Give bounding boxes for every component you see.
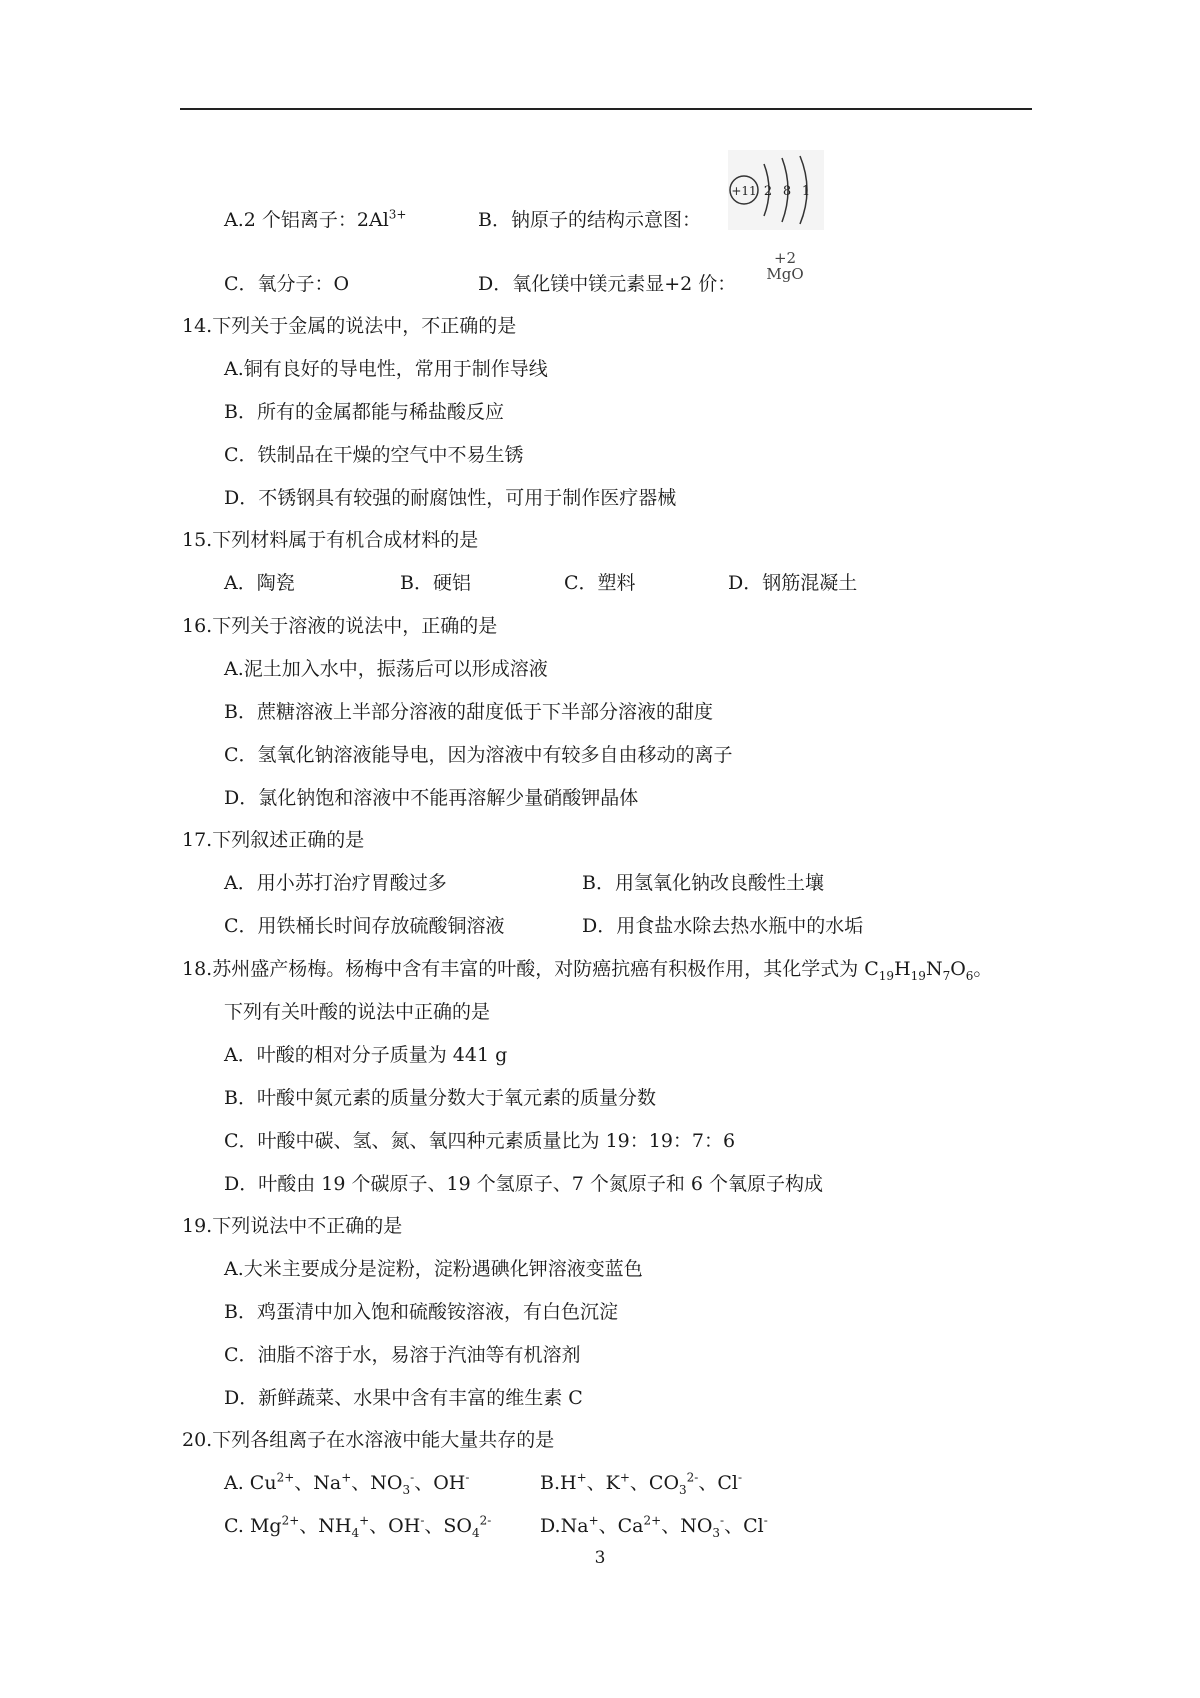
q14-stem: 14.下列关于金属的说法中，不正确的是 [182,315,517,337]
q17-option-a: A．用小苏打治疗胃酸过多 [224,872,447,894]
q20-stem: 20.下列各组离子在水溶液中能大量共存的是 [182,1429,555,1451]
mgo-valence-notation [760,250,810,282]
q16-option-a: A.泥土加入水中，振荡后可以形成溶液 [224,658,548,680]
q16-option-d: D．氯化钠饱和溶液中不能再溶解少量硝酸钾晶体 [224,787,639,809]
q14-option-c: C．铁制品在干燥的空气中不易生锈 [224,444,524,466]
q18-option-c: C．叶酸中碳、氢、氮、氧四种元素质量比为 19：19：7：6 [224,1130,736,1152]
q13-option-c: C．氧分子：O [224,273,350,295]
q19-option-d: D．新鲜蔬菜、水果中含有丰富的维生素 C [224,1387,583,1409]
q18-stem: 18.苏州盛产杨梅。杨梅中含有丰富的叶酸，对防癌抗癌有积极作用，其化学式为 $C_{19}H_{19}N_7O_6$。 [182,958,993,983]
q17-stem: 17.下列叙述正确的是 [182,829,365,851]
q17-option-c: C．用铁桶长时间存放硫酸铜溶液 [224,915,505,937]
q15-option-b: B．硬铝 [400,572,471,594]
q18-option-a: A．叶酸的相对分子质量为 441 g [224,1044,508,1066]
q18-stem-continued: 下列有关叶酸的说法中正确的是 [224,1001,491,1023]
q20-option-a: A. $Cu^{2+}$、Na+、$NO_3^-$、OH- [224,1470,470,1497]
nucleus-charge: +11 [731,184,757,198]
q14-option-d: D．不锈钢具有较强的耐腐蚀性，可用于制作医疗器械 [224,487,677,509]
header-rule [180,108,1032,110]
q17-option-d: D．用食盐水除去热水瓶中的水垢 [582,915,864,937]
q18-option-b: B．叶酸中氮元素的质量分数大于氧元素的质量分数 [224,1087,656,1109]
q19-stem: 19.下列说法中不正确的是 [182,1215,403,1237]
q15-stem: 15.下列材料属于有机合成材料的是 [182,529,479,551]
shell-1-electrons: 2 [763,184,773,199]
q16-option-b: B．蔗糖溶液上半部分溶液的甜度低于下半部分溶液的甜度 [224,701,713,723]
q20-option-c: C. $Mg^{2+}$、$NH_4^+$、OH-、$SO_4^{2-}$ [224,1513,492,1540]
q18-option-d: D．叶酸由 19 个碳原子、19 个氢原子、7 个氮原子和 6 个氧原子构成 [224,1173,824,1195]
q14-option-b: B．所有的金属都能与稀盐酸反应 [224,401,504,423]
q16-option-c: C．氢氧化钠溶液能导电，因为溶液中有较多自由移动的离子 [224,744,733,766]
mgo-formula: MgO [766,265,804,283]
q15-option-d: D．钢筋混凝土 [728,572,858,594]
q13-option-a: A.2 个铝离子：$2Al^{3+}$ [224,207,407,231]
shell-2-electrons: 8 [782,184,792,199]
q20-option-d: D.Na+、$Ca^{2+}$、$NO_3^-$、Cl- [540,1513,768,1540]
q15-option-c: C．塑料 [564,572,636,594]
sodium-atom-structure-diagram [728,150,824,230]
q20-option-b: B.H+、K+、$CO_3^{2-}$、Cl- [540,1470,743,1497]
q19-option-a: A.大米主要成分是淀粉，淀粉遇碘化钾溶液变蓝色 [224,1258,643,1280]
q17-option-b: B．用氢氧化钠改良酸性土壤 [582,872,824,894]
q19-option-b: B．鸡蛋清中加入饱和硫酸铵溶液，有白色沉淀 [224,1301,618,1323]
q14-option-a: A.铜有良好的导电性，常用于制作导线 [224,358,548,380]
q16-stem: 16.下列关于溶液的说法中，正确的是 [182,615,498,637]
page-number: 3 [594,1548,606,1568]
q15-option-a: A．陶瓷 [224,572,295,594]
shell-3-electrons: 1 [801,184,811,199]
q19-option-c: C．油脂不溶于水，易溶于汽油等有机溶剂 [224,1344,581,1366]
q13-option-b: B．钠原子的结构示意图： [478,209,701,231]
valence-mark: +2 [773,249,797,267]
q13-option-d: D．氧化镁中镁元素显+2 价： [478,273,737,295]
